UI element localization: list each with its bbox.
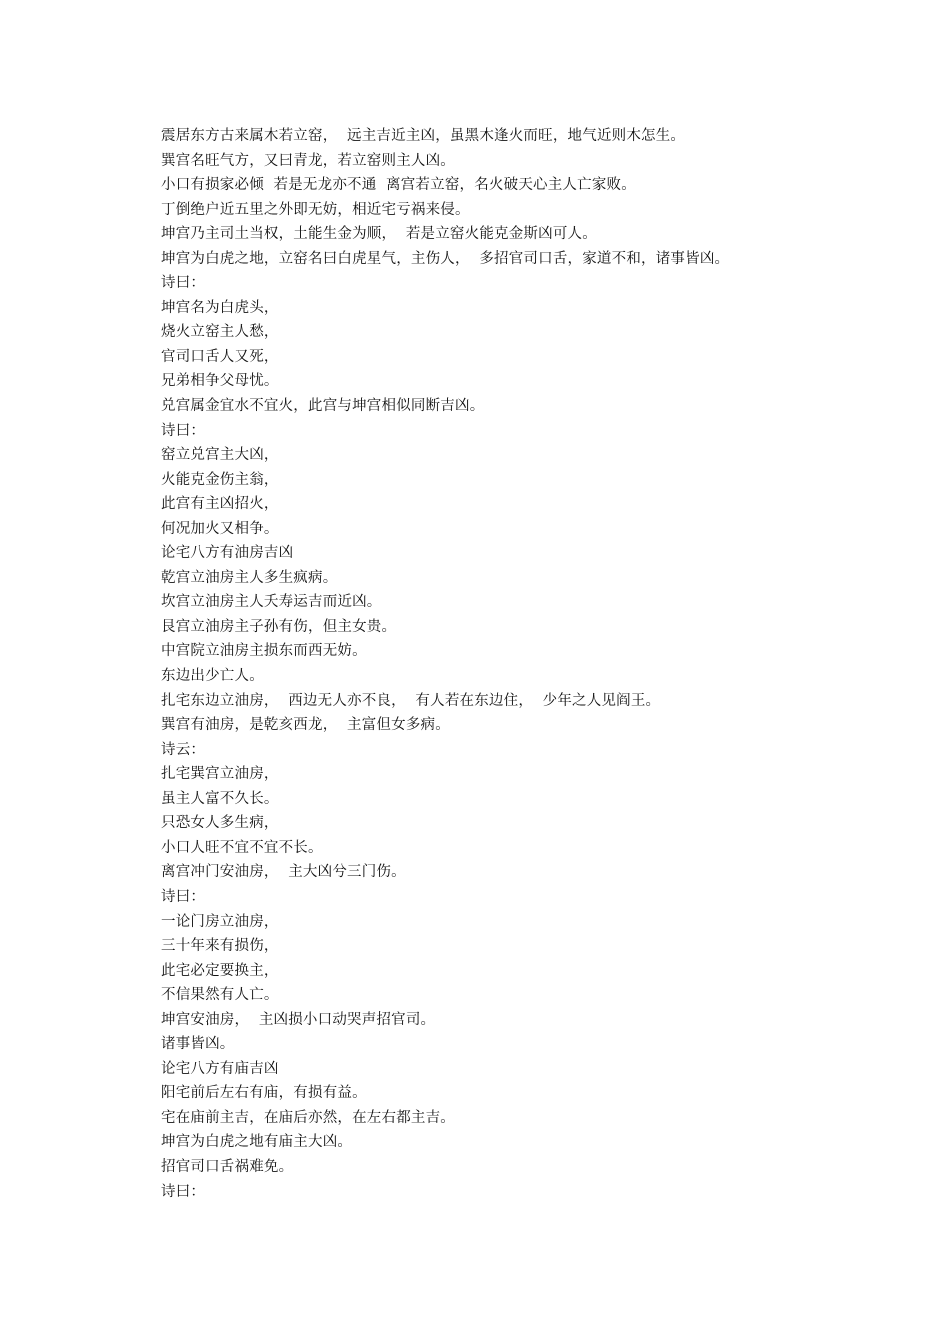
text-line: 诗曰：	[161, 275, 206, 292]
text-line: 坤宫安油房， 主凶损小口动哭声招官司。	[161, 1011, 436, 1028]
text-line: 火能克金伤主翁，	[161, 471, 279, 488]
text-line: 此宫有主凶招火，	[161, 496, 279, 513]
text-line: 离宫冲门安油房， 主大凶兮三门伤。	[161, 864, 406, 881]
text-line: 宅在庙前主吉，在庙后亦然，在左右都主吉。	[161, 1109, 455, 1126]
text-line: 中宫院立油房主损东而西无妨。	[161, 643, 367, 660]
text-line: 小口人旺不宜不宜不长。	[161, 839, 323, 856]
text-line: 巽宫有油房，是乾亥西龙， 主富但女多病。	[161, 717, 450, 734]
text-line: 阳宅前后左右有庙，有损有益。	[161, 1085, 367, 1102]
text-line: 一论门房立油房，	[161, 913, 279, 930]
text-line: 官司口舌人又死，	[161, 348, 279, 365]
text-line: 招官司口舌祸难免。	[161, 1158, 294, 1175]
text-line: 不信果然有人亡。	[161, 987, 279, 1004]
text-line: 丁倒绝户近五里之外即无妨，相近宅亏祸来侵。	[161, 201, 470, 218]
text-line: 兄弟相争父母忧。	[161, 373, 279, 390]
text-line: 东边出少亡人。	[161, 668, 264, 685]
text-line: 小口有损家必倾 若是无龙亦不通 离宫若立窑，名火破天心主人亡家败。	[161, 177, 636, 194]
text-line: 兑宫属金宜水不宜火，此宫与坤宫相似同断吉凶。	[161, 398, 485, 415]
text-line: 坤宫名为白虎头，	[161, 299, 279, 316]
text-line: 诗云：	[161, 741, 206, 758]
text-line: 烧火立窑主人愁，	[161, 324, 279, 341]
text-line: 乾宫立油房主人多生疯病。	[161, 569, 338, 586]
text-line: 诗曰：	[161, 1183, 206, 1200]
text-line: 此宅必定要换主，	[161, 962, 279, 979]
text-line: 虽主人富不久长。	[161, 790, 279, 807]
document-body	[161, 124, 901, 1204]
text-line: 坤宫为白虎之地，立窑名曰白虎星气，主伤人， 多招官司口舌，家道不和，诸事皆凶。	[161, 250, 730, 267]
text-line: 坤宫乃主司土当权，土能生金为顺， 若是立窑火能克金斯凶可人。	[161, 226, 597, 243]
text-line: 诗曰：	[161, 422, 206, 439]
text-line: 坤宫为白虎之地有庙主大凶。	[161, 1134, 353, 1151]
text-line: 扎宅巽宫立油房，	[161, 766, 279, 783]
text-line: 扎宅东边立油房， 西边无人亦不良， 有人若在东边住， 少年之人见阎王。	[161, 692, 661, 709]
text-line: 只恐女人多生病，	[161, 815, 279, 832]
text-line: 巽宫名旺气方，又曰青龙，若立窑则主人凶。	[161, 152, 455, 169]
text-line: 窑立兑宫主大凶，	[161, 447, 279, 464]
text-line: 诸事皆凶。	[161, 1036, 235, 1053]
text-line: 论宅八方有油房吉凶	[161, 545, 294, 562]
text-line: 何况加火又相争。	[161, 520, 279, 537]
text-line: 震居东方古来属木若立窑， 远主吉近主凶，虽黑木逢火而旺，地气近则木怎生。	[161, 128, 686, 144]
text-line: 三十年来有损伤，	[161, 938, 279, 955]
text-line: 诗曰：	[161, 888, 206, 905]
text-line: 艮宫立油房主子孙有伤，但主女贵。	[161, 618, 397, 635]
text-line: 论宅八方有庙吉凶	[161, 1060, 279, 1077]
text-line: 坎宫立油房主人夭寿运吉而近凶。	[161, 594, 382, 611]
